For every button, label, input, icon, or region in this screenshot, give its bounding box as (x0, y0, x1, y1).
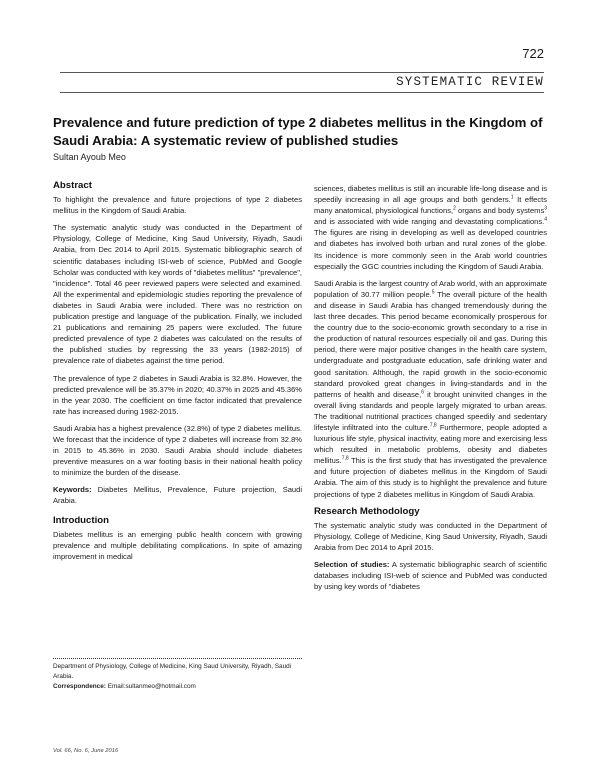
selection-paragraph (314, 559, 547, 592)
footnote (53, 662, 302, 692)
correspondence (53, 682, 302, 692)
keywords-value: Diabetes Mellitus, Prevalence, Future projection, Saudi Arabia. (53, 485, 302, 506)
author-name: Sultan Ayoub Meo (53, 152, 126, 162)
journal-citation-footer: Vol. 66, No. 6, June 2016 (53, 748, 119, 754)
introduction-heading: Introduction (53, 514, 109, 526)
selection-label: Selection of studies: (314, 560, 390, 569)
footnote-divider (53, 658, 302, 659)
article-title: Prevalence and future prediction of type 2 diabetes mellitus in the Kingdom of Saudi Arabia: A systematic review of published studies (53, 115, 543, 148)
introduction-paragraph: Diabetes mellitus is an emerging public health concern with growing prevalence and multiple debilitating complications. In spite of amazing improvement in medical (53, 529, 302, 561)
methodology-paragraph: The systematic analytic study was conducted in the Department of Physiology, College of Medicine, King Saud University, Riyadh, Saudi Arabia from Dec 2014 to April 2015. (314, 520, 547, 552)
correspondence-label: Correspondence: (53, 683, 106, 690)
abstract-paragraph: Saudi Arabia has a highest prevalence (32.8%) of type 2 diabetes mellitus. We forecast that the incidence of type 2 diabetes will increase from 32.8% in 2015 to 45.36% in 2030. Saudi Arabia should include diabetes preventive measures on a war footing basis in their national health policy to minimize the burden of the disease. (53, 423, 302, 478)
abstract-paragraph: The prevalence of type 2 diabetes in Saudi Arabia is 32.8%. However, the predicted prevalence will be 35.37% in 2020; 40.37% in 2025 and 45.36% in the year 2030. The coefficient on time factor indicated that prevalence rate has increased during 1982-2015. (53, 373, 302, 416)
abstract-paragraph: To highlight the prevalence and future projections of type 2 diabetes mellitus in the Kingdom of Saudi Arabia. (53, 195, 302, 216)
abstract-paragraph: The systematic analytic study was conducted in the Department of Physiology, College of Medicine, King Saud University, Riyadh, Saudi Arabia, from Dec 2014 to April 2015. Systematic bibliographic search of scientific databases including ISI-web of science, PubMed and Google Scholar was conducted with key words of "diabetes mellitus" "prevalence", "incidence". Total 46 peer reviewed papers were selected and examined. All the experimental and epidemiologic studies reporting the prevalence of diabetes in Saudi Arabia were included. There was no restriction on publication prestige and language of the publication. Finally, we included 21 publications and remaining 25 papers were excluded. The future predicted prevalence of type 2 diabetes was calculated on the results of the published studies by regressing the 33 years (1982-2015) of prevalence rate of diabetes against the time period. (53, 223, 302, 366)
keywords-label: Keywords: (53, 485, 92, 495)
selection-text: A systematic bibliographic search of scientific databases including ISI-web of science and PubMed was conducted by using key words of "diabetes (314, 560, 547, 592)
header-rule-top (60, 72, 544, 73)
left-column (53, 180, 302, 568)
right-column (314, 183, 547, 598)
keywords (53, 484, 302, 506)
intro-paragraph-1: sciences, diabetes mellitus is still an incurable life-long disease and is speedily increasing in all age groups and both genders.$^1$ It effects many anatomical, physiological functions,$^2$ organs and body systems$^3$ and is associated with wide ranging and devastating complications.$^4$ The figures are rising in developing as well as developed countries and diabetes has involved both urban and rural zones of the globe. Its incidence is more commonly seen in the Arab world countries especially the GGC countries including the Kingdom of Saudi Arabia. (314, 184, 548, 271)
affiliation: Department of Physiology, College of Medicine, King Saud University, Riyadh, Saudi Arabia. (53, 663, 292, 680)
abstract-heading: Abstract (53, 180, 92, 191)
correspondence-email[interactable]: Email:sultanmeo@hotmail.com (105, 683, 196, 690)
section-type-label: SYSTEMATIC REVIEW (396, 75, 544, 89)
page-number: 722 (522, 46, 544, 61)
intro-paragraph-2: Saudi Arabia is the largest country of Arab world, with an approximate population of 30.77 million people.$^5$ The overall picture of the health and disease in Saudi Arabia has changed tremendously during the last three decades. This period became economically prosperous for the country due to the socio-economic growth secondary to a rise in the production of natural resources especially oil and gas. During this period, there were major positive changes in the health care system, undergraduate and postgraduate education, safe drinking water and good sanitation. Although, the rapid growth in the socio-economic standard provoked great changes in living-standards and in the patterns of health and disease,$^6$ it brought uninvited changes in the overall living standards and people largely migrated to urban areas. The traditional nutritional practices changed speedily and sedentary lifestyle infiltrated into the culture.$^{7,8}$ Furthermore, people adopted a luxurious life style, physical inactivity, eating more and exercising less which resulted in metabolic problems, obesity and diabetes mellitus.$^{7,8}$ This is the first study that has investigated the prevalence and future projection of diabetes mellitus in the Kingdom of Saudi Arabia. The aim of this study is to highlight the prevalence and future projections of type 2 diabetes mellitus in Kingdom of Saudi Arabia. (314, 278, 548, 499)
header-rule-bottom (60, 92, 544, 93)
methodology-heading: Research Methodology (314, 505, 420, 517)
